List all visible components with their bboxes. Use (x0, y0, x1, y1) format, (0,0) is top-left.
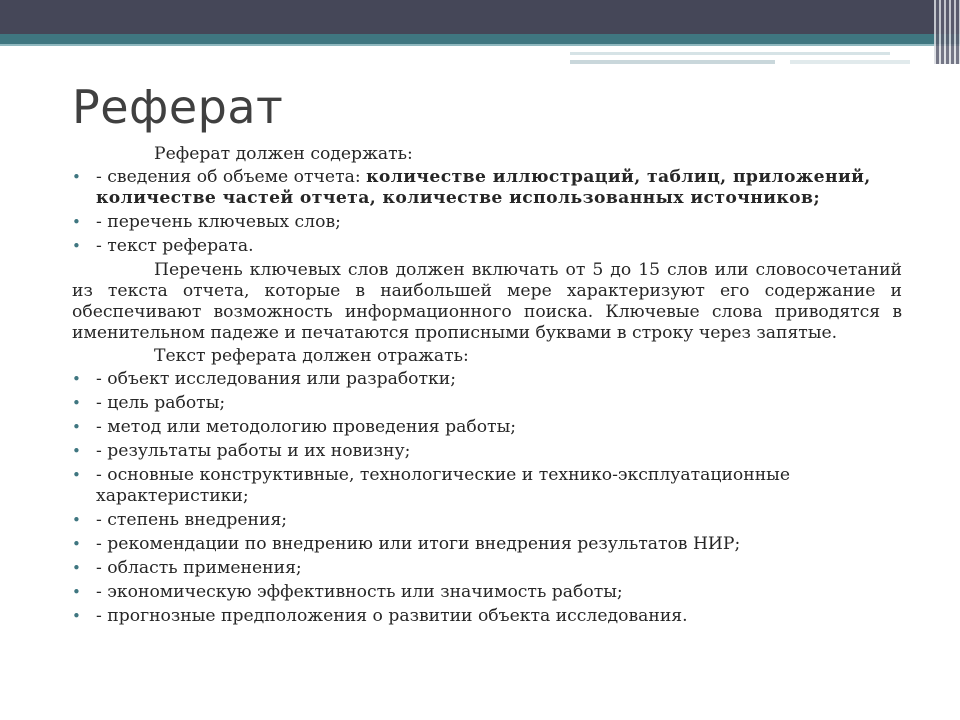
list-item (72, 212, 902, 233)
list-item: • - метод или методологию проведения работы; (72, 417, 902, 438)
teal-accent-band (0, 34, 960, 44)
corner-stripes-decoration (934, 0, 960, 64)
list-item-text: - текст реферата. (96, 236, 254, 256)
list-item: • - степень внедрения; (72, 510, 902, 531)
list-item-text: - сведения об объеме отчета: (96, 167, 367, 187)
keywords-paragraph: Перечень ключевых слов должен включать от 5 до 15 слов или словосочетаний из текста отчета, которые в наибольшей мере характеризуют его содержание и обеспечивают возможность информационного поиска. Ключевые слова приводятся в именительном падеже и печатаются прописными буквами в строку через запятые. (72, 260, 902, 343)
list-item: • - рекомендации по внедрению или итоги внедрения результатов НИР; (72, 534, 902, 555)
list-item: • - область применения; (72, 558, 902, 579)
accent-line (570, 60, 775, 64)
top-decorative-bar (0, 0, 960, 34)
accent-line (790, 60, 910, 64)
accent-line (570, 52, 890, 55)
list-item-text: - перечень ключевых слов; (96, 212, 341, 232)
list-item: • - прогнозные предположения о развитии объекта исследования. (72, 606, 902, 627)
slide-content (72, 144, 902, 630)
slide-title: Реферат (72, 80, 284, 134)
list-item-bold-text: количестве иллюстраций, таблиц, приложений, количестве частей отчета, количестве использованных источников; (96, 167, 871, 208)
list-item (72, 167, 902, 209)
list-item: • - цель работы; (72, 393, 902, 414)
teal-accent-line (0, 44, 960, 46)
list-item: • - результаты работы и их новизну; (72, 441, 902, 462)
reflect-intro-paragraph: Текст реферата должен отражать: (154, 346, 469, 366)
list-item: • - объект исследования или разработки; (72, 369, 902, 390)
list-item: • - экономическую эффективность или значимость работы; (72, 582, 902, 603)
intro-paragraph: Реферат должен содержать: (154, 144, 413, 164)
list-item (72, 236, 902, 257)
list-item: • - основные конструктивные, технологические и технико-эксплуатационные характеристики; (72, 465, 902, 507)
